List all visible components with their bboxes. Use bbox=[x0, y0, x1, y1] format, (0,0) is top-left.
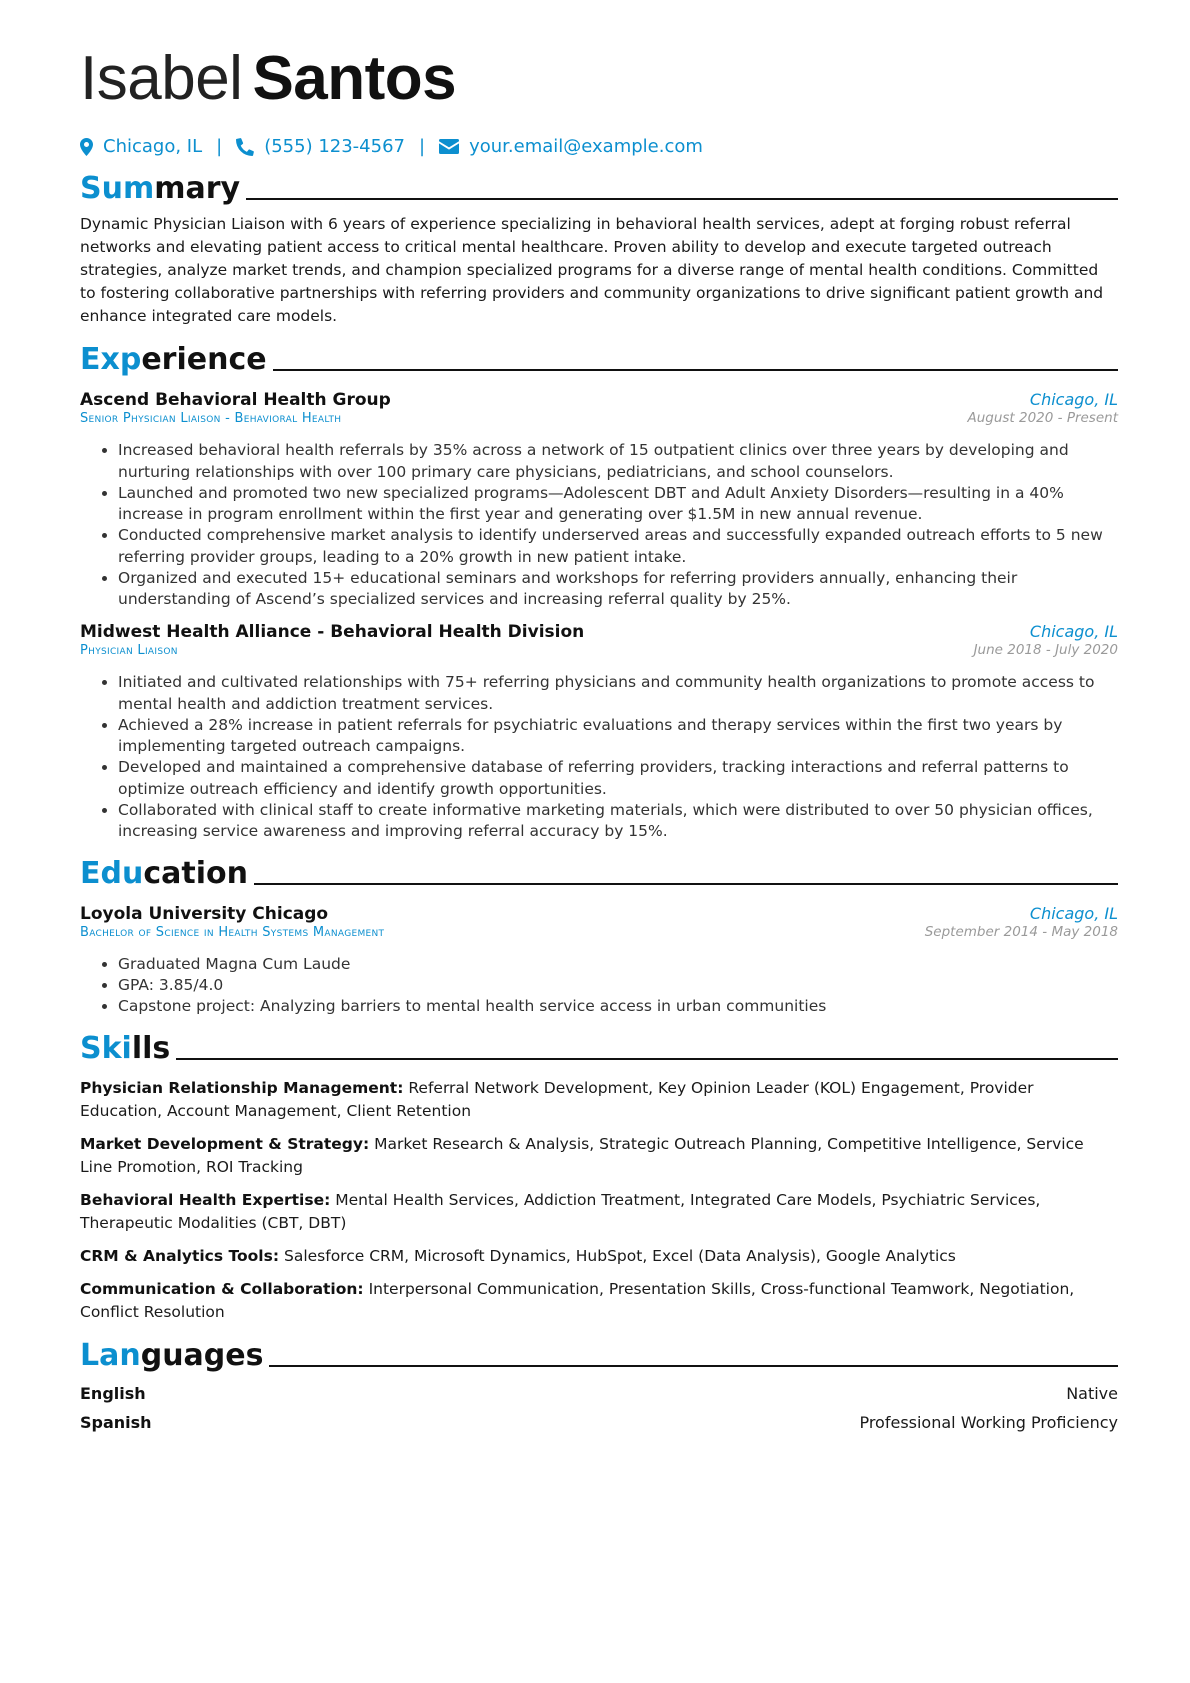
achievement-item: • Initiated and cultivated relationships with 75+ referring physicians and community health organizations to promote access to mental health and addiction treatment services. bbox=[118, 672, 1118, 715]
language-name: Spanish bbox=[80, 1413, 152, 1432]
phone-icon bbox=[236, 138, 254, 156]
heading-accent: Ski bbox=[80, 1031, 132, 1066]
education-heading bbox=[80, 856, 1118, 892]
location-text: Chicago, IL bbox=[103, 136, 203, 157]
education-detail-item: • Graduated Magna Cum Laude bbox=[118, 954, 1118, 976]
education-dates: September 2014 - May 2018 bbox=[924, 924, 1118, 940]
heading-rule bbox=[254, 883, 1118, 885]
heading-rest: mary bbox=[154, 171, 241, 206]
job-location: Chicago, IL bbox=[1029, 390, 1118, 409]
contact-separator: | bbox=[216, 136, 223, 157]
heading-accent: Edu bbox=[80, 856, 144, 891]
achievement-item: • Collaborated with clinical staff to create informative marketing materials, which were distributed to over 50 physician offices, increasing service awareness and improving referral accuracy by 15%. bbox=[118, 800, 1118, 843]
heading-rule bbox=[269, 1365, 1118, 1367]
heading-accent: Exp bbox=[80, 342, 142, 377]
heading-rule bbox=[246, 198, 1118, 200]
skills-heading bbox=[80, 1031, 1118, 1067]
skill-values: Referral Network Development, Key Opinion Leader (KOL) Engagement, Provider Education, Account Management, Client Retention bbox=[80, 1079, 1034, 1120]
skill-category: Communication & Collaboration: bbox=[80, 1280, 364, 1298]
heading-rest: guages bbox=[140, 1338, 264, 1373]
language-row bbox=[80, 1413, 1118, 1432]
contact-separator: | bbox=[419, 136, 426, 157]
skill-row bbox=[80, 1077, 1118, 1123]
education-entry bbox=[80, 904, 1118, 1018]
experience-heading bbox=[80, 342, 1118, 378]
achievement-item: • Launched and promoted two new specialized programs—Adolescent DBT and Adult Anxiety Disorders—resulting in a 40% increase in program enrollment within the first year and generating over $1.5M in new annual revenue. bbox=[118, 483, 1118, 526]
degree-title: Bachelor of Science in Health Systems Management bbox=[80, 925, 385, 940]
heading-rest: erience bbox=[141, 342, 267, 377]
experience-entry bbox=[80, 390, 1118, 611]
experience-entry bbox=[80, 622, 1118, 843]
skill-category: Market Development & Strategy: bbox=[80, 1135, 370, 1153]
contact-line bbox=[80, 136, 1118, 157]
language-level: Professional Working Proficiency bbox=[859, 1413, 1118, 1432]
summary-heading bbox=[80, 171, 1118, 207]
first-name: Isabel bbox=[80, 44, 243, 113]
skill-values: Salesforce CRM, Microsoft Dynamics, HubSpot, Excel (Data Analysis), Google Analytics bbox=[283, 1247, 956, 1265]
school-name: Loyola University Chicago bbox=[80, 904, 329, 924]
heading-rule bbox=[176, 1058, 1118, 1060]
skill-row bbox=[80, 1189, 1118, 1235]
languages-heading bbox=[80, 1338, 1118, 1374]
skill-category: Behavioral Health Expertise: bbox=[80, 1191, 331, 1209]
skill-row bbox=[80, 1245, 1118, 1268]
heading-rule bbox=[273, 369, 1118, 371]
employer-name: Ascend Behavioral Health Group bbox=[80, 390, 391, 410]
skill-category: Physician Relationship Management: bbox=[80, 1079, 404, 1097]
job-dates: June 2018 - July 2020 bbox=[973, 642, 1118, 658]
education-details bbox=[80, 954, 1118, 1018]
achievement-list bbox=[80, 440, 1118, 611]
language-level: Native bbox=[1066, 1384, 1118, 1403]
achievement-list bbox=[80, 672, 1118, 843]
heading-rest: cation bbox=[143, 856, 248, 891]
achievement-item: • Increased behavioral health referrals by 35% across a network of 15 outpatient clinics over three years by developing and nurturing relationships with over 100 primary care physicians, pediatricians, and school counselors. bbox=[118, 440, 1118, 483]
candidate-name bbox=[80, 44, 1118, 113]
email-link[interactable]: your.email@example.com bbox=[469, 136, 703, 157]
summary-text: Dynamic Physician Liaison with 6 years of experience specializing in behavioral health services, adept at forging robust referral networks and elevating patient access to critical mental healthcare. Proven ability to develop and execute targeted outreach strategies, analyze market trends, and champion specialized programs for a diverse range of mental health conditions. Committed to fostering collaborative partnerships with referring providers and community organizations to drive significant patient growth and enhance integrated care models. bbox=[80, 215, 1104, 325]
achievement-item: • Achieved a 28% increase in patient referrals for psychiatric evaluations and therapy services within the first two years by implementing targeted outreach campaigns. bbox=[118, 715, 1118, 758]
job-title: Senior Physician Liaison - Behavioral Health bbox=[80, 411, 342, 426]
phone-text: (555) 123-4567 bbox=[264, 136, 405, 157]
achievement-item: • Conducted comprehensive market analysis to identify underserved areas and successfully expanded outreach efforts to 5 new referring provider groups, leading to a 20% growth in new patient intake. bbox=[118, 525, 1118, 568]
skill-values: Market Research & Analysis, Strategic Outreach Planning, Competitive Intelligence, Service Line Promotion, ROI Tracking bbox=[80, 1135, 1084, 1176]
skill-row bbox=[80, 1133, 1118, 1179]
achievement-item: • Organized and executed 15+ educational seminars and workshops for referring providers annually, enhancing their understanding of Ascend’s specialized services and increasing referral quality by 25%. bbox=[118, 568, 1118, 611]
heading-rest: lls bbox=[131, 1031, 171, 1066]
envelope-icon bbox=[439, 139, 459, 154]
job-location: Chicago, IL bbox=[1029, 622, 1118, 641]
school-location: Chicago, IL bbox=[1029, 904, 1118, 923]
employer-name: Midwest Health Alliance - Behavioral Health Division bbox=[80, 622, 585, 642]
language-name: English bbox=[80, 1384, 146, 1403]
heading-accent: Sum bbox=[80, 171, 155, 206]
language-row bbox=[80, 1384, 1118, 1403]
skill-values: Interpersonal Communication, Presentation Skills, Cross-functional Teamwork, Negotiation, Conflict Resolution bbox=[80, 1280, 1075, 1321]
heading-accent: Lan bbox=[80, 1338, 141, 1373]
education-detail-item: • GPA: 3.85/4.0 bbox=[118, 975, 1118, 997]
achievement-item: • Developed and maintained a comprehensive database of referring providers, tracking interactions and referral patterns to optimize outreach efficiency and identify growth opportunities. bbox=[118, 757, 1118, 800]
skill-row bbox=[80, 1278, 1118, 1324]
job-title: Physician Liaison bbox=[80, 643, 178, 658]
skill-category: CRM & Analytics Tools: bbox=[80, 1247, 280, 1265]
job-dates: August 2020 - Present bbox=[967, 410, 1118, 426]
education-detail-item: • Capstone project: Analyzing barriers to mental health service access in urban communities bbox=[118, 996, 1118, 1018]
map-pin-icon bbox=[80, 138, 93, 156]
skill-values: Mental Health Services, Addiction Treatment, Integrated Care Models, Psychiatric Services, Therapeutic Modalities (CBT, DBT) bbox=[80, 1191, 1041, 1232]
last-name: Santos bbox=[252, 44, 457, 113]
